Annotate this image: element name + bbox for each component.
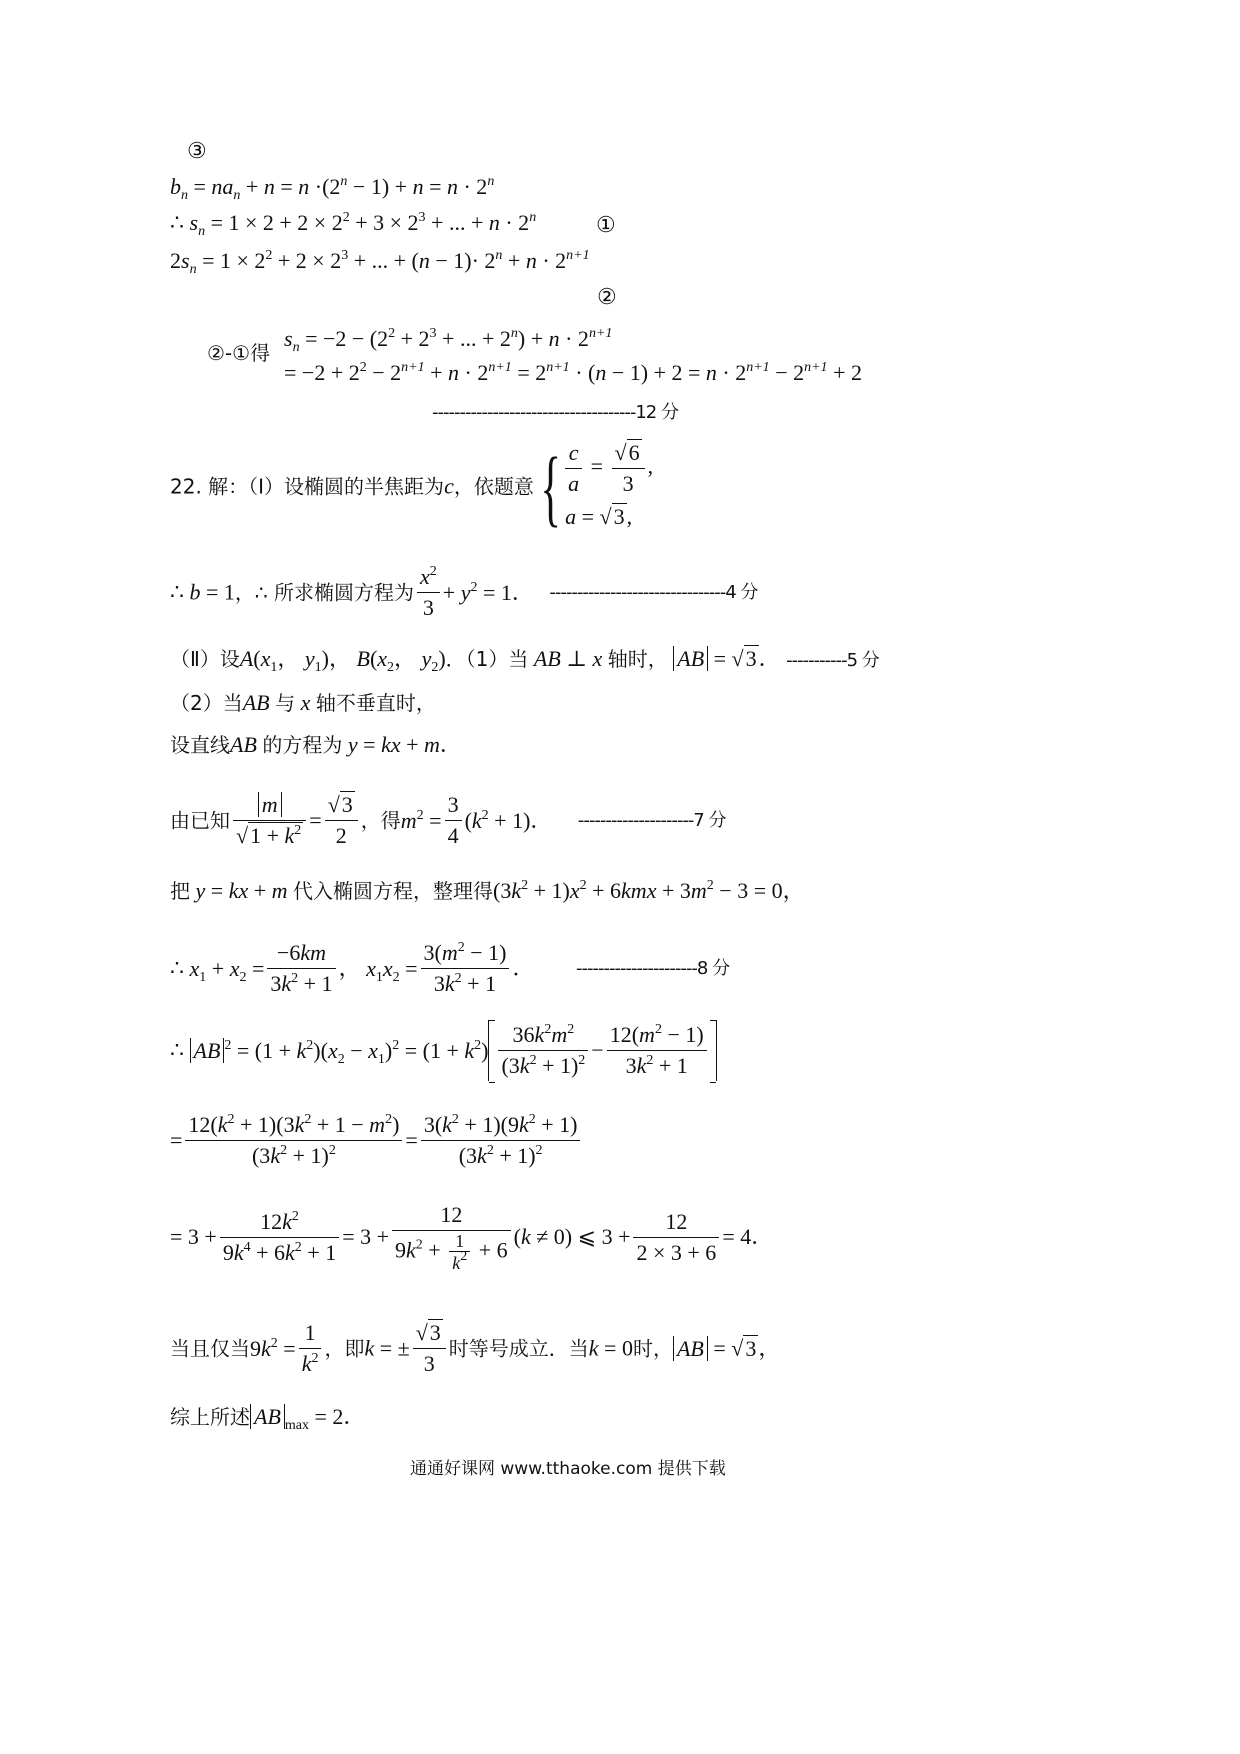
case2-line: （2）当AB 与 x 轴不垂直时， — [170, 690, 436, 715]
line-equation-line: 设直线AB 的方程为 y = kx + m． — [170, 732, 462, 757]
formula-subtract-2: = $-2 + 2^2 - 2^{n+1} + n \cdot 2^{n+1} = 2^{n+1} \cdot (n - 1) + 2 = n \cdot 2^{n+1} - 2^{n+1} + 2$ — [284, 360, 862, 385]
formula-sn: ∴ $s_n = 1 \times 2 + 2 \times 2^2 + 3 \times 2^3$ + ... + $n \cdot 2^n$ — [170, 210, 537, 239]
page-footer: 通通好课网 www.tthaoke.com 提供下载 — [410, 1459, 726, 1479]
known-line: 由已知 $\frac{m}{√1 + k^2}$ = $\frac{√3}{2}$ ，得$m^2$ = $\frac{3}{4}$ $(k^2 + 1)$． ---------------------7 分 — [170, 792, 726, 848]
q22-line: 22. 解：（Ⅰ）设椭圆的半焦距为c，依题意{ $\frac{c}{a}$ = $\frac{√6}{3}$ , a = √3, — [170, 438, 654, 535]
formula-subtract-1: $s_n = -2 - (2^2 + 2^3$ + ... + $2^n) + n \cdot 2^{n+1}$ — [284, 326, 613, 355]
part2-line: （Ⅱ）设$A(x_1$， $y_1$)， $B(x_2$， $y_2$)．（1）当 AB ⊥ x 轴时， AB = √3． -----------5 分 — [170, 646, 879, 675]
vieta-line: ∴ $x_1 + x_2$ = $\frac{-6km}{3k^2 + 1}$ ， $x_1x_2$ = $\frac{3(m^2 - 1)}{3k^2 + 1}$ ． ----------------------8 分 — [170, 940, 730, 996]
formula-2sn: $2s_n = 1 \times 2^2 + 2 \times 2^3$ + ... + $(n - 1)\cdot 2^n + n \cdot 2^{n+1}$ — [170, 248, 590, 277]
ab-squared-line: ∴ AB $^2 = (1 + k^2)(x_2 - x_1)^2 = (1 + k^2)$ $\frac{36k^2m^2}{(3k^2 + 1)^2}$ − $\frac{12(m^2 - 1)}{3k^2 + 1}$ — [170, 1020, 717, 1081]
substitute-line: 把 y = kx + m 代入椭圆方程，整理得$(3k^2 + 1)x^2 + 6kmx + 3m^2 - 3 = 0$， — [170, 878, 805, 903]
circle-mark-1: ① — [596, 212, 616, 237]
circle-mark-3: ③ — [187, 138, 207, 163]
score-12: -------------------------------------12 分 — [432, 402, 678, 423]
simplify-line-1: = $\frac{12(k^2 + 1)(3k^2 + 1 - m^2)}{(3k^2 + 1)^2}$ = $\frac{3(k^2 + 1)(9k^2 + 1)}{(3k^2 + 1)^2}$ — [170, 1110, 583, 1171]
summary-line: 综上所述 AB $_{max}$ = 2． — [170, 1404, 366, 1433]
equality-line: 当且仅当$9k^2$ = $\frac{1}{k^2}$ ，即k = ± $\frac{√3}{3}$ 时等号成立．当k = 0时， AB = √3， — [170, 1320, 781, 1376]
circle-mark-2: ② — [597, 284, 617, 309]
simplify-line-2: = 3 + $\frac{12k^2}{9k^4 + 6k^2 + 1}$ = 3 + 12 $9k^2$ + $\frac{1}{k^2}$ + 6 (k ≠ 0) ⩽ 3 + $\frac{12}{2 \times 3 + 6}$ = 4． — [170, 1202, 774, 1273]
subtract-label: ②-①得 — [207, 341, 271, 365]
formula-bn: $b_n = na_n + n = n \cdot(2^n - 1) + n = n \cdot 2^n$ — [170, 174, 495, 203]
ellipse-equation-line: ∴ b = 1，∴ 所求椭圆方程为 $\frac{x^2}{3}$ + $y^2 = 1$． --------------------------------4 分 — [170, 564, 758, 620]
